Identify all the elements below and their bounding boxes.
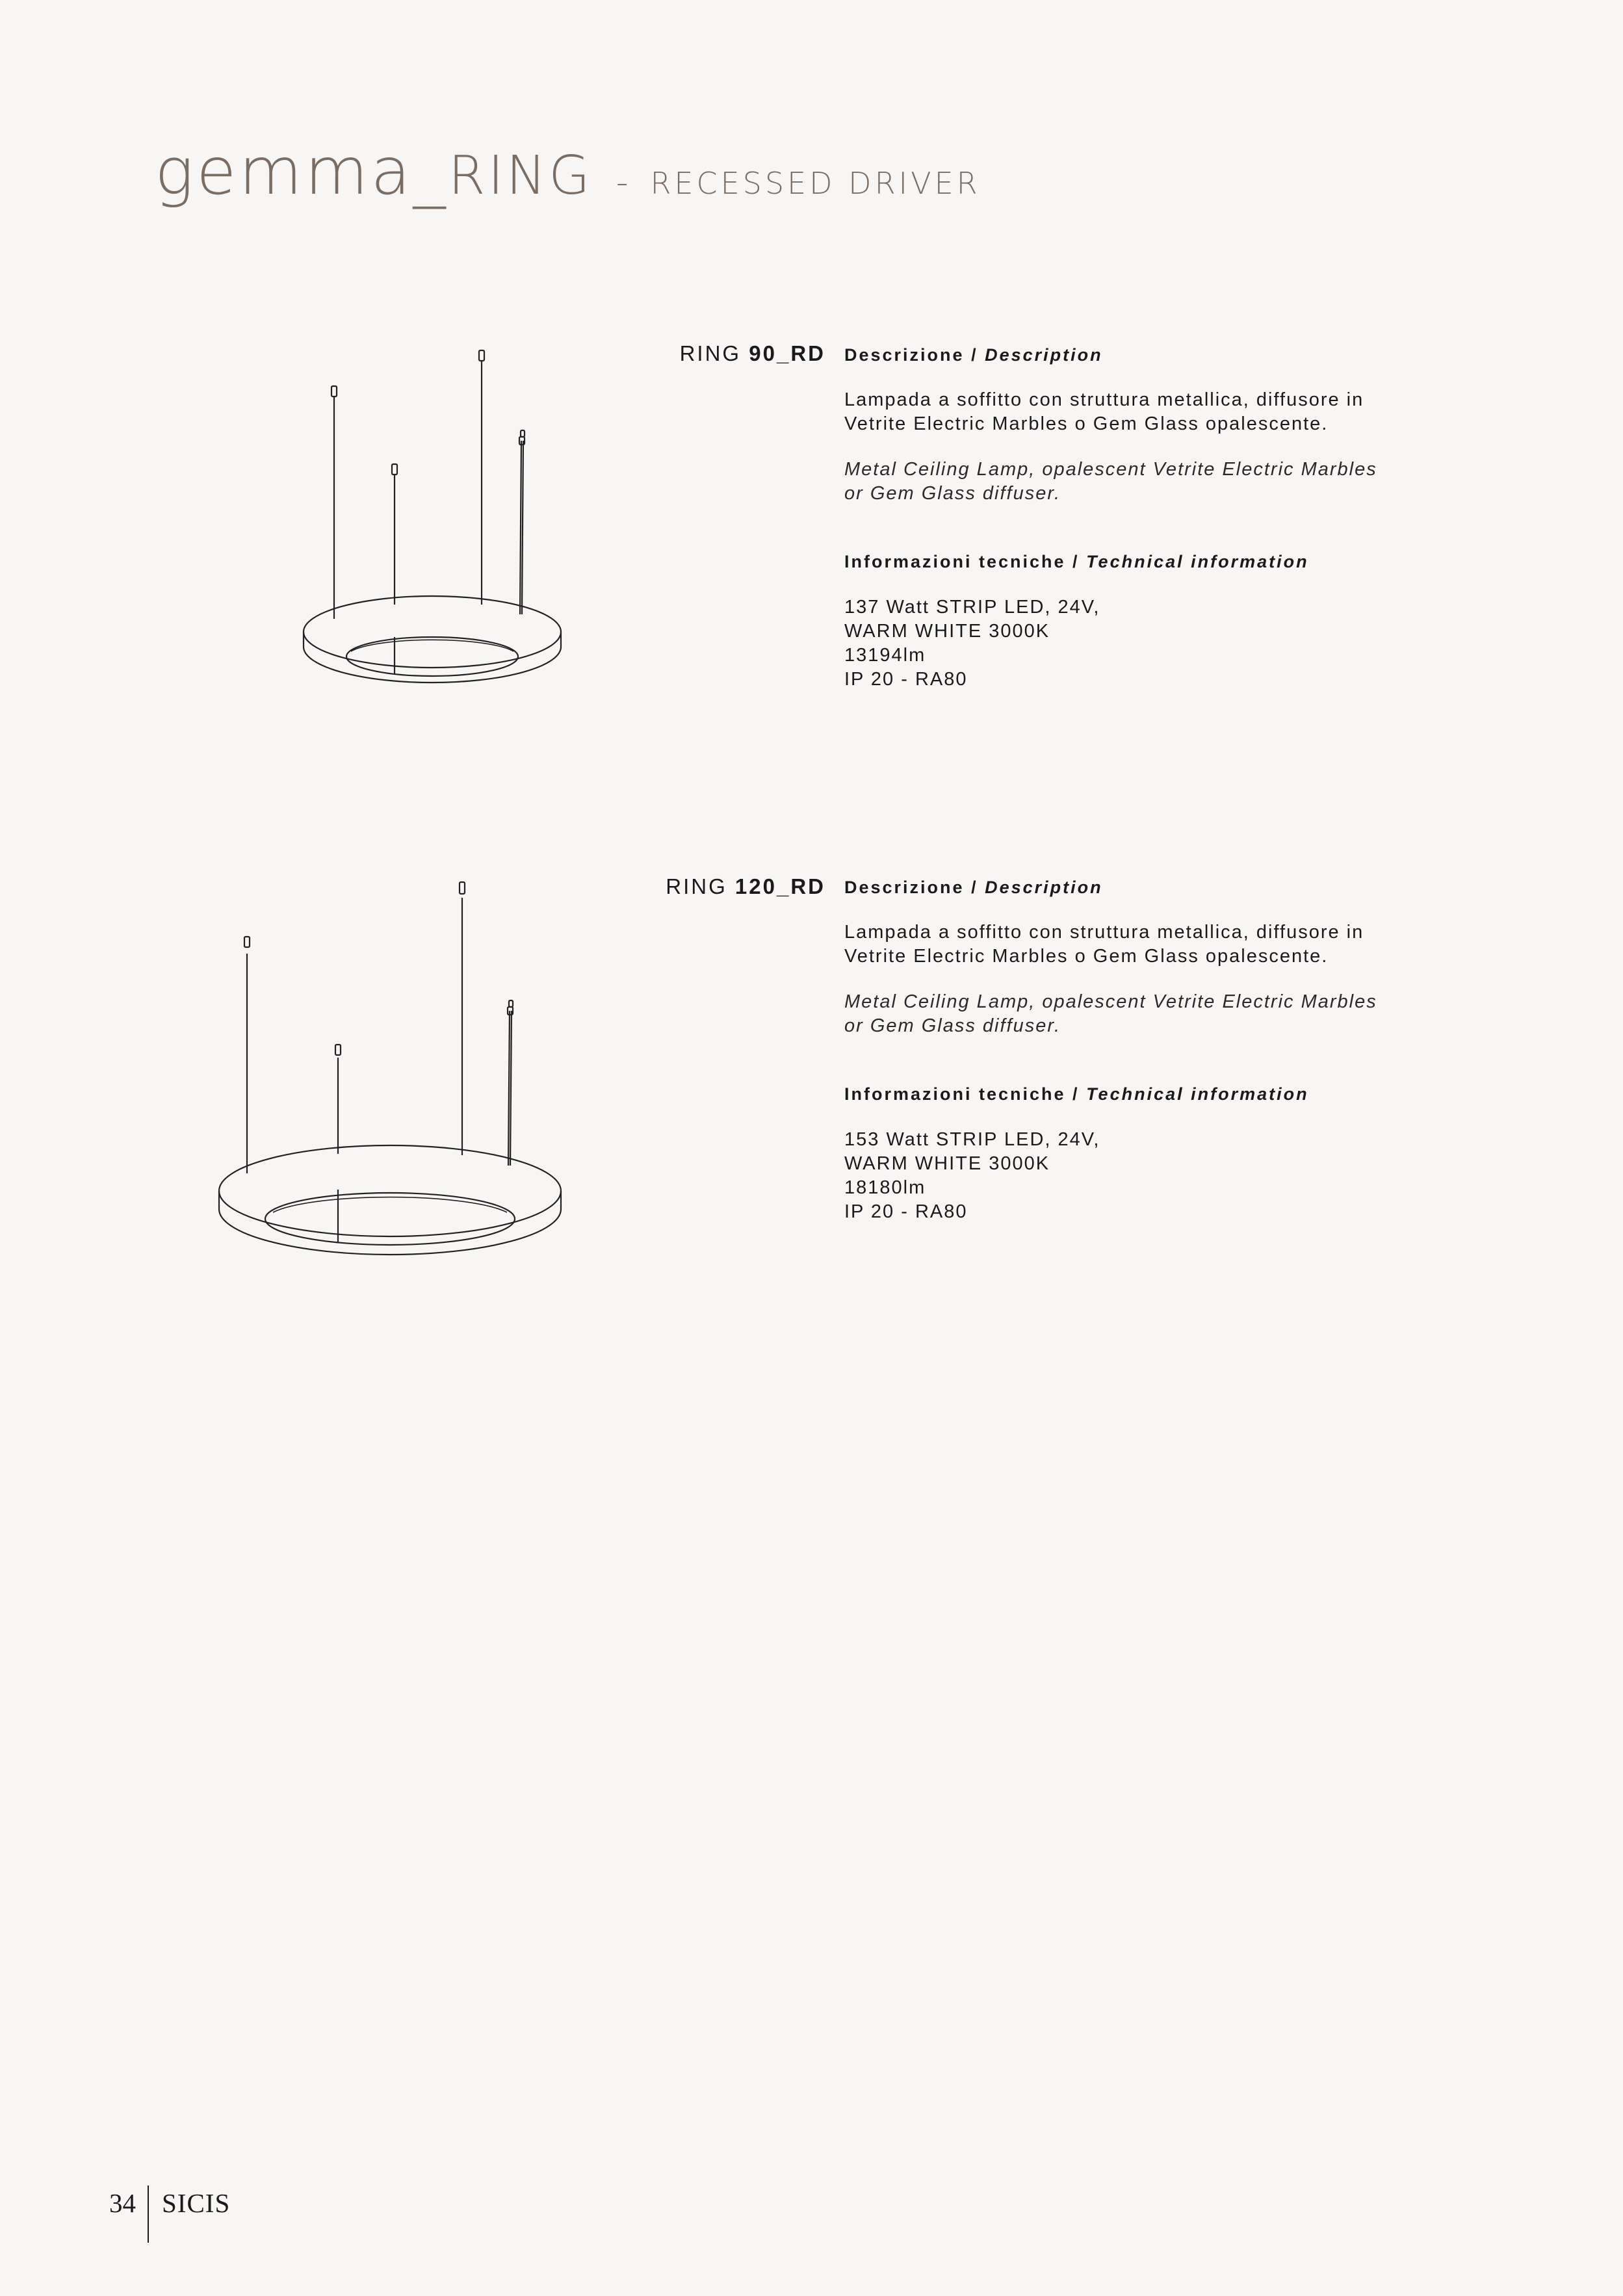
- technical-specs: 137 Watt STRIP LED, 24V, WARM WHITE 3000K 13194lm IP 20 - RA80: [844, 597, 1100, 690]
- description-heading: Descrizione / Description: [844, 345, 1103, 365]
- title-dash: -: [616, 163, 631, 202]
- product-info: [844, 343, 1494, 692]
- ring-90-lamp-illustration: [286, 338, 585, 702]
- title-ring: RING: [448, 145, 593, 207]
- description-italian: Lampada a soffitto con struttura metallica, diffusore in Vetrite Electric Marbles o Gem Glass opalescente.: [844, 922, 1364, 967]
- description-english: Metal Ceiling Lamp, opalescent Vetrite Electric Marbles or Gem Glass diffuser.: [844, 459, 1377, 504]
- page-footer: [109, 2185, 230, 2243]
- footer-divider: [148, 2185, 149, 2243]
- brand-name: SICIS: [162, 2188, 231, 2218]
- page-title: [155, 133, 981, 211]
- technical-heading: Informazioni tecniche / Technical information: [844, 552, 1309, 571]
- technical-specs: 153 Watt STRIP LED, 24V, WARM WHITE 3000K 18180lm IP 20 - RA80: [844, 1129, 1100, 1222]
- description-english: Metal Ceiling Lamp, opalescent Vetrite Electric Marbles or Gem Glass diffuser.: [844, 991, 1377, 1036]
- description-italian: Lampada a soffitto con struttura metallica, diffusore in Vetrite Electric Marbles o Gem Glass opalescente.: [844, 389, 1364, 434]
- model-name: RING 90_RD: [679, 341, 825, 365]
- title-main: gemma_RING: [155, 133, 593, 209]
- model-name: RING 120_RD: [666, 874, 825, 898]
- title-subtitle: RECESSED DRIVER: [650, 166, 981, 201]
- ring-120-lamp-illustration: [208, 874, 578, 1277]
- description-heading: Descrizione / Description: [844, 878, 1103, 897]
- page-number: 34: [109, 2188, 136, 2218]
- product-info: [844, 876, 1494, 1224]
- technical-heading: Informazioni tecniche / Technical information: [844, 1084, 1309, 1104]
